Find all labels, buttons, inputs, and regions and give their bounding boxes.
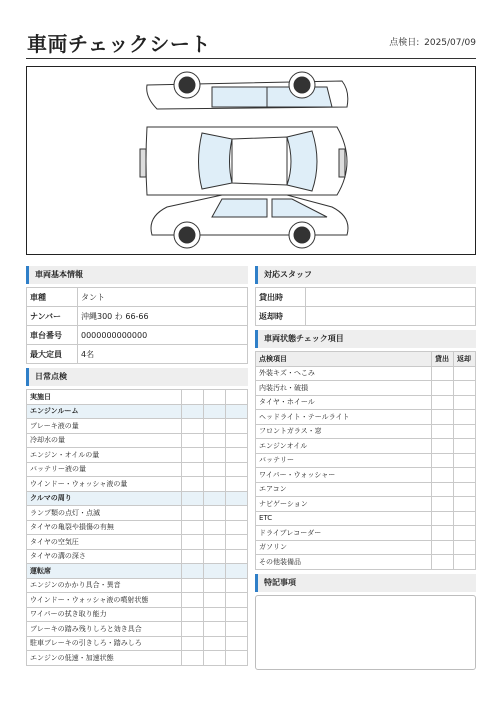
daily-group-cell <box>204 491 226 506</box>
daily-group-row <box>27 404 248 419</box>
daily-item-row <box>27 593 248 608</box>
daily-check-cell[interactable] <box>204 607 226 622</box>
status-out-cell[interactable] <box>432 410 454 425</box>
daily-item-row <box>27 549 248 564</box>
basic-info-table <box>26 287 248 364</box>
daily-group-cell <box>204 564 226 579</box>
status-return-cell[interactable] <box>454 526 476 541</box>
daily-item-label: ランプ類の点灯・点滅 <box>27 506 182 521</box>
status-return-cell[interactable] <box>454 381 476 396</box>
daily-group-cell <box>204 404 226 419</box>
status-item-label: ヘッドライト・テールライト <box>256 410 432 425</box>
status-out-cell[interactable] <box>432 511 454 526</box>
daily-item-label: 駐車ブレーキの引きしろ・踏みしろ <box>27 636 182 651</box>
daily-item-label: ブレーキの踏み残りしろと効き具合 <box>27 622 182 637</box>
daily-group-cell <box>182 491 204 506</box>
daily-item-row <box>27 506 248 521</box>
daily-item-row <box>27 578 248 593</box>
daily-check-cell[interactable] <box>182 462 204 477</box>
basic-info-row <box>27 326 248 345</box>
daily-item-row <box>27 622 248 637</box>
status-item-label: ドライブレコーダー <box>256 526 432 541</box>
daily-check-cell[interactable] <box>204 419 226 434</box>
daily-item-label: ウインドー・ウォッシャ液の噴射状態 <box>27 593 182 608</box>
daily-item-row <box>27 651 248 666</box>
section-basic-info: 車両基本情報 <box>26 266 248 284</box>
daily-check-cell[interactable] <box>182 622 204 637</box>
daily-check-cell[interactable] <box>226 622 248 637</box>
status-out-cell[interactable] <box>432 497 454 512</box>
status-item-row <box>256 410 476 425</box>
basic-info-label: 車台番号 <box>27 326 78 345</box>
staff-label: 返却時 <box>256 307 306 326</box>
daily-check-cell[interactable] <box>226 578 248 593</box>
daily-group-cell <box>226 564 248 579</box>
daily-check-cell[interactable] <box>182 549 204 564</box>
status-out-cell[interactable] <box>432 482 454 497</box>
daily-check-cell[interactable] <box>204 622 226 637</box>
status-item-label: タイヤ・ホイール <box>256 395 432 410</box>
status-item-label: フロントガラス・窓 <box>256 424 432 439</box>
daily-check-cell[interactable] <box>226 520 248 535</box>
status-item-row <box>256 540 476 555</box>
daily-check-cell[interactable] <box>204 462 226 477</box>
daily-check-cell[interactable] <box>182 520 204 535</box>
daily-item-label: タイヤの亀裂や損傷の有無 <box>27 520 182 535</box>
status-out-cell[interactable] <box>432 381 454 396</box>
daily-check-cell[interactable] <box>226 535 248 550</box>
status-return-cell[interactable] <box>454 555 476 570</box>
daily-item-row <box>27 535 248 550</box>
status-return-cell[interactable] <box>454 482 476 497</box>
daily-item-row <box>27 448 248 463</box>
title-divider <box>26 58 476 59</box>
staff-value[interactable] <box>306 307 476 326</box>
status-return-cell[interactable] <box>454 468 476 483</box>
daily-item-row <box>27 477 248 492</box>
daily-check-cell[interactable] <box>204 506 226 521</box>
daily-check-cell[interactable] <box>226 636 248 651</box>
status-out-cell[interactable] <box>432 526 454 541</box>
basic-info-label: ナンバー <box>27 307 78 326</box>
daily-date-cell[interactable] <box>226 390 248 405</box>
section-notes: 特記事項 <box>255 574 476 592</box>
daily-check-cell[interactable] <box>204 593 226 608</box>
status-col-out: 貸出 <box>432 352 454 367</box>
daily-item-label: エンジンのかかり具合・異音 <box>27 578 182 593</box>
daily-item-row <box>27 462 248 477</box>
status-out-cell[interactable] <box>432 468 454 483</box>
daily-check-cell[interactable] <box>182 607 204 622</box>
status-item-row <box>256 526 476 541</box>
vehicle-diagram <box>26 66 476 255</box>
basic-info-row <box>27 345 248 364</box>
status-out-cell[interactable] <box>432 366 454 381</box>
daily-check-cell[interactable] <box>182 651 204 666</box>
status-item-row <box>256 381 476 396</box>
status-item-label: ETC <box>256 511 432 526</box>
daily-group-row <box>27 491 248 506</box>
status-out-cell[interactable] <box>432 424 454 439</box>
daily-check-cell[interactable] <box>204 520 226 535</box>
daily-check-cell[interactable] <box>226 651 248 666</box>
daily-check-cell[interactable] <box>182 433 204 448</box>
daily-item-row <box>27 433 248 448</box>
daily-header-row <box>27 390 248 405</box>
status-item-label: ワイパー・ウォッシャー <box>256 468 432 483</box>
status-return-cell[interactable] <box>454 540 476 555</box>
daily-check-cell[interactable] <box>226 549 248 564</box>
daily-item-label: エンジン・オイルの量 <box>27 448 182 463</box>
basic-info-value[interactable]: 0000000000000 <box>78 326 248 345</box>
status-item-label: その他装備品 <box>256 555 432 570</box>
daily-item-label: ブレーキ液の量 <box>27 419 182 434</box>
daily-check-cell[interactable] <box>204 448 226 463</box>
daily-check-cell[interactable] <box>182 448 204 463</box>
basic-info-value[interactable]: タント <box>78 288 248 307</box>
daily-item-row <box>27 419 248 434</box>
status-item-label: ナビゲーション <box>256 497 432 512</box>
status-item-row <box>256 555 476 570</box>
daily-check-cell[interactable] <box>226 433 248 448</box>
daily-check-cell[interactable] <box>204 636 226 651</box>
status-header-row <box>256 352 476 367</box>
staff-label: 貸出時 <box>256 288 306 307</box>
daily-item-label: エンジンの低速・加速状態 <box>27 651 182 666</box>
daily-check-cell[interactable] <box>182 593 204 608</box>
daily-item-row <box>27 607 248 622</box>
status-return-cell[interactable] <box>454 424 476 439</box>
daily-group-cell <box>226 491 248 506</box>
daily-group-title: クルマの周り <box>27 491 182 506</box>
basic-info-value[interactable]: 4名 <box>78 345 248 364</box>
status-item-row <box>256 395 476 410</box>
status-return-cell[interactable] <box>454 366 476 381</box>
daily-check-cell[interactable] <box>204 549 226 564</box>
daily-check-cell[interactable] <box>204 578 226 593</box>
daily-item-label: ウインドー・ウォッシャ液の量 <box>27 477 182 492</box>
status-out-cell[interactable] <box>432 395 454 410</box>
status-return-cell[interactable] <box>454 410 476 425</box>
daily-group-title: エンジンルーム <box>27 404 182 419</box>
daily-check-cell[interactable] <box>226 477 248 492</box>
status-item-row <box>256 424 476 439</box>
daily-group-title: 運転席 <box>27 564 182 579</box>
daily-check-cell[interactable] <box>182 419 204 434</box>
basic-info-row <box>27 307 248 326</box>
status-item-label: 外装キズ・へこみ <box>256 366 432 381</box>
status-item-label: エアコン <box>256 482 432 497</box>
status-item-label: エンジンオイル <box>256 439 432 454</box>
status-item-row <box>256 439 476 454</box>
status-col-item: 点検項目 <box>256 352 432 367</box>
daily-check-cell[interactable] <box>226 607 248 622</box>
inspection-date <box>389 35 476 48</box>
daily-check-cell[interactable] <box>204 535 226 550</box>
daily-check-cell[interactable] <box>226 593 248 608</box>
basic-info-row <box>27 288 248 307</box>
status-out-cell[interactable] <box>432 453 454 468</box>
status-item-row <box>256 468 476 483</box>
daily-check-cell[interactable] <box>182 636 204 651</box>
status-item-label: ガソリン <box>256 540 432 555</box>
car-outline-icon <box>27 67 474 253</box>
basic-info-value[interactable]: 沖縄300 わ 66-66 <box>78 307 248 326</box>
daily-group-cell <box>226 404 248 419</box>
daily-item-label: ワイパーの拭き取り能力 <box>27 607 182 622</box>
daily-check-cell[interactable] <box>204 433 226 448</box>
daily-header-label: 実施日 <box>27 390 182 405</box>
page-title: 車両チェックシート <box>27 32 211 56</box>
daily-check-cell[interactable] <box>226 506 248 521</box>
daily-item-label: バッテリー液の量 <box>27 462 182 477</box>
status-item-label: 内装汚れ・破損 <box>256 381 432 396</box>
daily-check-cell[interactable] <box>226 448 248 463</box>
status-col-return: 返却 <box>454 352 476 367</box>
status-return-cell[interactable] <box>454 511 476 526</box>
status-return-cell[interactable] <box>454 497 476 512</box>
status-return-cell[interactable] <box>454 453 476 468</box>
daily-check-cell[interactable] <box>226 462 248 477</box>
status-item-label: バッテリー <box>256 453 432 468</box>
section-staff: 対応スタッフ <box>255 266 476 284</box>
staff-table <box>255 287 476 326</box>
daily-date-cell[interactable] <box>182 390 204 405</box>
status-return-cell[interactable] <box>454 395 476 410</box>
daily-check-cell[interactable] <box>204 477 226 492</box>
daily-check-cell[interactable] <box>204 651 226 666</box>
daily-check-cell[interactable] <box>182 506 204 521</box>
daily-check-cell[interactable] <box>182 477 204 492</box>
staff-value[interactable] <box>306 288 476 307</box>
daily-group-cell <box>182 564 204 579</box>
daily-check-cell[interactable] <box>226 419 248 434</box>
daily-item-row <box>27 636 248 651</box>
status-item-row <box>256 511 476 526</box>
status-item-row <box>256 497 476 512</box>
daily-group-cell <box>182 404 204 419</box>
daily-group-row <box>27 564 248 579</box>
status-item-row <box>256 453 476 468</box>
status-check-table <box>255 351 476 570</box>
daily-check-table <box>26 389 248 666</box>
inspection-date-value: 2025/07/09 <box>424 38 476 48</box>
status-out-cell[interactable] <box>432 540 454 555</box>
notes-textarea[interactable] <box>255 595 476 670</box>
basic-info-label: 最大定員 <box>27 345 78 364</box>
status-out-cell[interactable] <box>432 439 454 454</box>
staff-row <box>256 288 476 307</box>
daily-item-row <box>27 520 248 535</box>
section-status-check: 車両状態チェック項目 <box>255 330 476 348</box>
daily-check-cell[interactable] <box>182 578 204 593</box>
daily-check-cell[interactable] <box>182 535 204 550</box>
inspection-date-label: 点検日: <box>389 38 420 48</box>
section-daily-check: 日常点検 <box>26 368 248 386</box>
daily-item-label: タイヤの空気圧 <box>27 535 182 550</box>
status-item-row <box>256 366 476 381</box>
staff-row <box>256 307 476 326</box>
daily-item-label: タイヤの溝の深さ <box>27 549 182 564</box>
daily-item-label: 冷却水の量 <box>27 433 182 448</box>
status-return-cell[interactable] <box>454 439 476 454</box>
status-item-row <box>256 482 476 497</box>
basic-info-label: 車種 <box>27 288 78 307</box>
daily-date-cell[interactable] <box>204 390 226 405</box>
status-out-cell[interactable] <box>432 555 454 570</box>
